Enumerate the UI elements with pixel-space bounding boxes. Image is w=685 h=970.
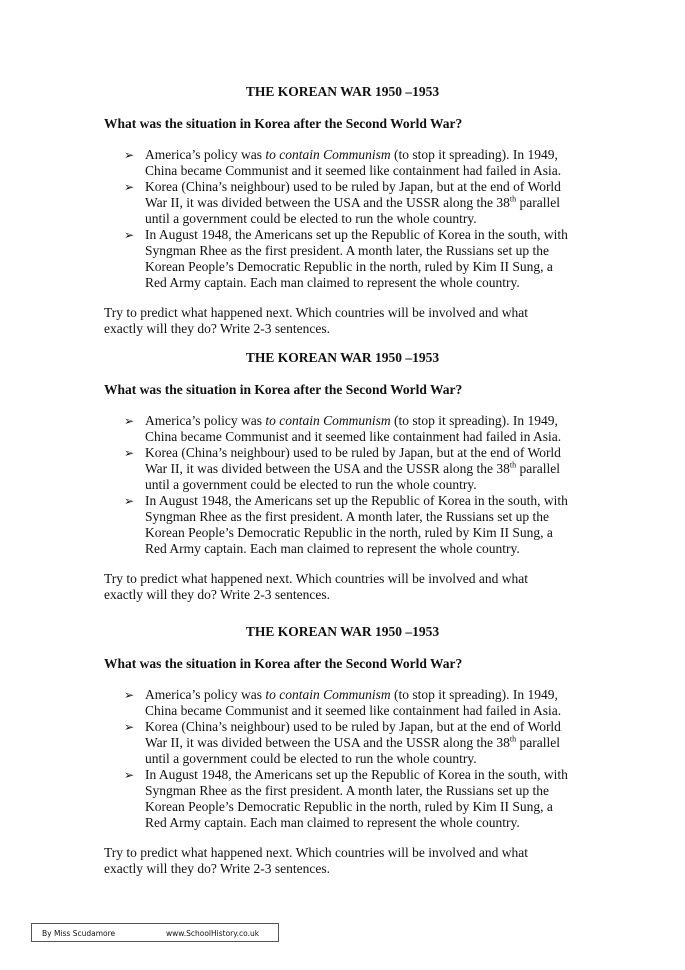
arrow-bullet-icon: ➢ [124,720,135,734]
footer-box [31,923,279,942]
text: In August 1948, the Americans set up the Republic of Korea in the south, with [145,227,568,242]
text: China became Communist and it seemed like containment had failed in Asia. [145,163,562,178]
text: War II, it was divided between the USA and the USSR along the 38 [145,461,510,476]
section-question: What was the situation in Korea after the Second World War? [104,116,463,131]
worksheet-title: THE KOREAN WAR 1950 –1953 [245,624,440,639]
superscript: th [509,734,517,744]
bullet-line [145,445,561,461]
text: (to stop it spreading). In 1949, [390,413,558,428]
text: Korea (China’s neighbour) used to be ruled by Japan, but at the end of World [145,719,561,734]
bullet-line [145,163,561,179]
text: China became Communist and it seemed like containment had failed in Asia. [145,429,562,444]
arrow-bullet-icon: ➢ [124,494,135,508]
arrow-bullet-icon: ➢ [124,446,135,460]
bullet-line [145,509,549,525]
text: parallel [516,461,560,476]
prompt-line: Try to predict what happened next. Which countries will be involved and what [104,571,529,586]
prompt-line: Try to predict what happened next. Which countries will be involved and what [104,845,529,860]
section-question: What was the situation in Korea after the Second World War? [104,382,463,397]
text: parallel [516,735,560,750]
text: Korea (China’s neighbour) used to be ruled by Japan, but at the end of World [145,179,561,194]
bullet-line [145,493,568,509]
bullet-line [145,687,558,703]
arrow-bullet-icon: ➢ [124,768,135,782]
bullet-line [145,461,560,477]
prompt-line: Try to predict what happened next. Which countries will be involved and what [104,305,529,320]
prompt-line: exactly will they do? Write 2-3 sentences. [104,861,331,876]
footer-author: By Miss Scudamore [42,929,116,938]
bullet-line [145,275,520,291]
arrow-bullet-icon: ➢ [124,228,135,242]
arrow-bullet-icon: ➢ [124,180,135,194]
text: America’s policy was [145,687,266,702]
superscript: th [509,194,517,204]
text: In August 1948, the Americans set up the Republic of Korea in the south, with [145,767,568,782]
bullet-line [145,477,477,493]
text: America’s policy was [145,413,266,428]
text: In August 1948, the Americans set up the Republic of Korea in the south, with [145,493,568,508]
arrow-bullet-icon: ➢ [124,414,135,428]
arrow-bullet-icon: ➢ [124,688,135,702]
text: until a government could be elected to run the whole country. [145,211,477,226]
text: Red Army captain. Each man claimed to represent the whole country. [145,275,520,290]
bullet-line [145,179,561,195]
bullet-line [145,541,520,557]
text: Syngman Rhee as the first president. A month later, the Russians set up the [145,243,550,258]
bullet-line [145,259,553,275]
text: parallel [516,195,560,210]
bullet-line [145,735,560,751]
bullet-line [145,703,561,719]
bullet-line [145,815,520,831]
emphasis-text: to contain Communism [265,687,391,702]
bullet-line [145,211,477,227]
bullet-line [145,429,561,445]
bullet-line [145,767,568,783]
arrow-bullet-icon: ➢ [124,148,135,162]
bullet-line [145,243,549,259]
text: War II, it was divided between the USA and the USSR along the 38 [145,195,510,210]
text: Syngman Rhee as the first president. A month later, the Russians set up the [145,783,550,798]
text: Korea (China’s neighbour) used to be ruled by Japan, but at the end of World [145,445,561,460]
section-question: What was the situation in Korea after the Second World War? [104,656,463,671]
bullet-line [145,413,558,429]
text: America’s policy was [145,147,266,162]
footer-website: www.SchoolHistory.co.uk [166,929,260,938]
worksheet-title: THE KOREAN WAR 1950 –1953 [245,350,440,365]
text: until a government could be elected to run the whole country. [145,751,477,766]
superscript: th [509,460,517,470]
text: Korean People’s Democratic Republic in the north, ruled by Kim II Sung, a [145,259,553,274]
text: Red Army captain. Each man claimed to represent the whole country. [145,541,520,556]
text: Korean People’s Democratic Republic in the north, ruled by Kim II Sung, a [145,525,553,540]
emphasis-text: to contain Communism [265,413,391,428]
bullet-line [145,227,568,243]
bullet-line [145,751,477,767]
bullet-line [145,525,553,541]
bullet-line [145,799,553,815]
text: until a government could be elected to run the whole country. [145,477,477,492]
text: Korean People’s Democratic Republic in the north, ruled by Kim II Sung, a [145,799,553,814]
text: Red Army captain. Each man claimed to represent the whole country. [145,815,520,830]
bullet-line [145,783,549,799]
prompt-line: exactly will they do? Write 2-3 sentences. [104,321,331,336]
bullet-line [145,147,558,163]
worksheet-title: THE KOREAN WAR 1950 –1953 [245,84,440,99]
text: (to stop it spreading). In 1949, [390,687,558,702]
text: China became Communist and it seemed like containment had failed in Asia. [145,703,562,718]
bullet-line [145,195,560,211]
text: (to stop it spreading). In 1949, [390,147,558,162]
emphasis-text: to contain Communism [265,147,391,162]
text: War II, it was divided between the USA and the USSR along the 38 [145,735,510,750]
prompt-line: exactly will they do? Write 2-3 sentences. [104,587,331,602]
bullet-line [145,719,561,735]
text: Syngman Rhee as the first president. A month later, the Russians set up the [145,509,550,524]
